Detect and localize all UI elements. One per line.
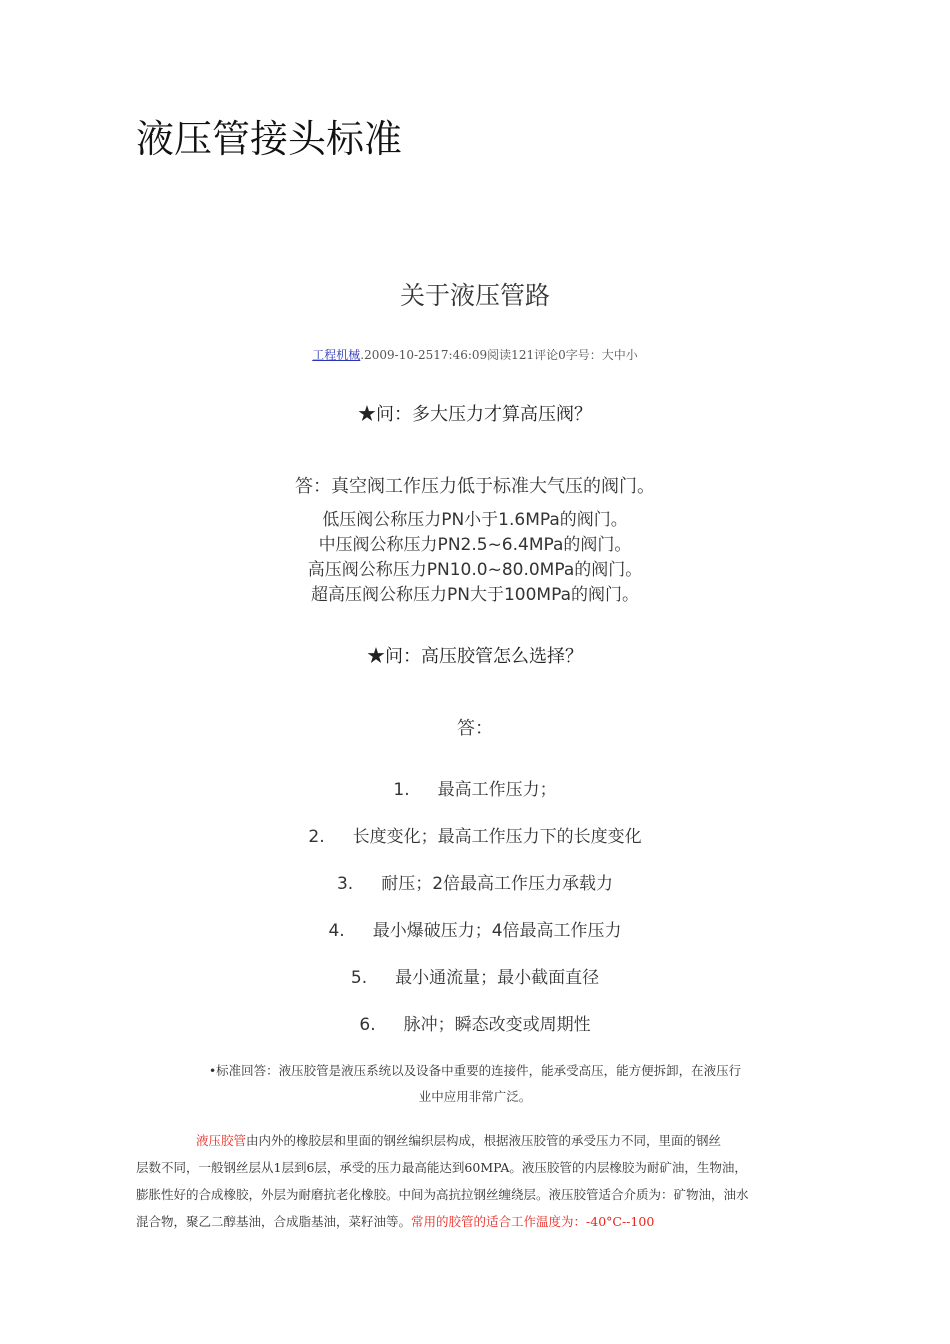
list-text: 最高工作压力； — [437, 780, 557, 800]
list-number: 6. — [359, 1015, 376, 1035]
paragraph-line-1 — [136, 1127, 816, 1154]
category-link[interactable]: 工程机械 — [312, 348, 361, 362]
temperature-range: 常用的胶管的适合工作温度为：-40°C--100 — [411, 1214, 655, 1229]
question-1: ★问：多大压力才算高压阀？ — [358, 404, 592, 425]
answer-1: 答：真空阀工作压力低于标准大气压的阀门。 — [295, 476, 655, 497]
list-number: 3. — [336, 874, 354, 894]
pressure-levels — [0, 508, 950, 608]
level-high: 高压阀公称压力PN10.0~80.0MPa的阀门。 — [307, 560, 643, 580]
list-item — [0, 869, 950, 894]
article-title: 关于液压管路 — [399, 281, 550, 310]
list-text: 最小通流量；最小截面直径 — [395, 968, 600, 988]
list-text: 最小爆破压力；4倍最高工作压力 — [372, 921, 622, 941]
list-text: 脉冲；瞬态改变或周期性 — [403, 1015, 591, 1035]
list-item — [0, 822, 950, 847]
level-ultra-high: 超高压阀公称压力PN大于100MPa的阀门。 — [311, 585, 639, 605]
hose-paragraph — [136, 1127, 816, 1235]
paragraph-line-4 — [136, 1208, 816, 1235]
list-item — [0, 1010, 950, 1035]
paragraph-line-3: 膨胀性好的合成橡胶，外层为耐磨抗老化橡胶。中间为高抗拉钢丝缠绕层。液压胶管适合介质为：矿物油，油水 — [136, 1187, 749, 1202]
list-item — [0, 963, 950, 988]
document-title: 液压管接头标准 — [136, 117, 403, 161]
list-number: 1. — [393, 780, 410, 800]
paragraph-text: 由内外的橡胶层和里面的钢丝编织层构成，根据液压胶管的承受压力不同，里面的钢丝 — [246, 1133, 722, 1148]
paragraph-line-2: 层数不同，一般钢丝层从1层到6层，承受的压力最高能达到60MPA。液压胶管的内层橡胶为耐矿油，生物油， — [136, 1160, 747, 1175]
standard-answer-line-2: 业中应用非常广泛。 — [418, 1089, 532, 1104]
paragraph-text: 混合物，聚乙二醇基油，合成脂基油，菜籽油等。 — [136, 1214, 412, 1229]
level-low: 低压阀公称压力PN小于1.6MPa的阀门。 — [322, 510, 628, 530]
list-number: 2. — [308, 827, 325, 847]
meta-details: .2009-10-2517:46:09阅读121评论0字号：大中小 — [360, 348, 638, 362]
standard-answer-line-1: •标准回答：液压胶管是液压系统以及设备中重要的连接件，能承受高压，能方便拆卸，在液压行 — [208, 1063, 742, 1078]
level-medium: 中压阀公称压力PN2.5~6.4MPa的阀门。 — [318, 535, 632, 555]
list-item — [0, 916, 950, 941]
list-text: 长度变化；最高工作压力下的长度变化 — [352, 827, 642, 847]
list-number: 4. — [328, 921, 345, 941]
list-item — [0, 775, 950, 800]
question-2: ★问：高压胶管怎么选择？ — [367, 646, 583, 667]
article-meta — [0, 346, 950, 363]
list-number: 5. — [350, 968, 368, 988]
hose-term: 液压胶管 — [196, 1133, 247, 1148]
list-text: 耐压；2倍最高工作压力承载力 — [381, 874, 614, 894]
answer-2: 答： — [457, 718, 493, 739]
